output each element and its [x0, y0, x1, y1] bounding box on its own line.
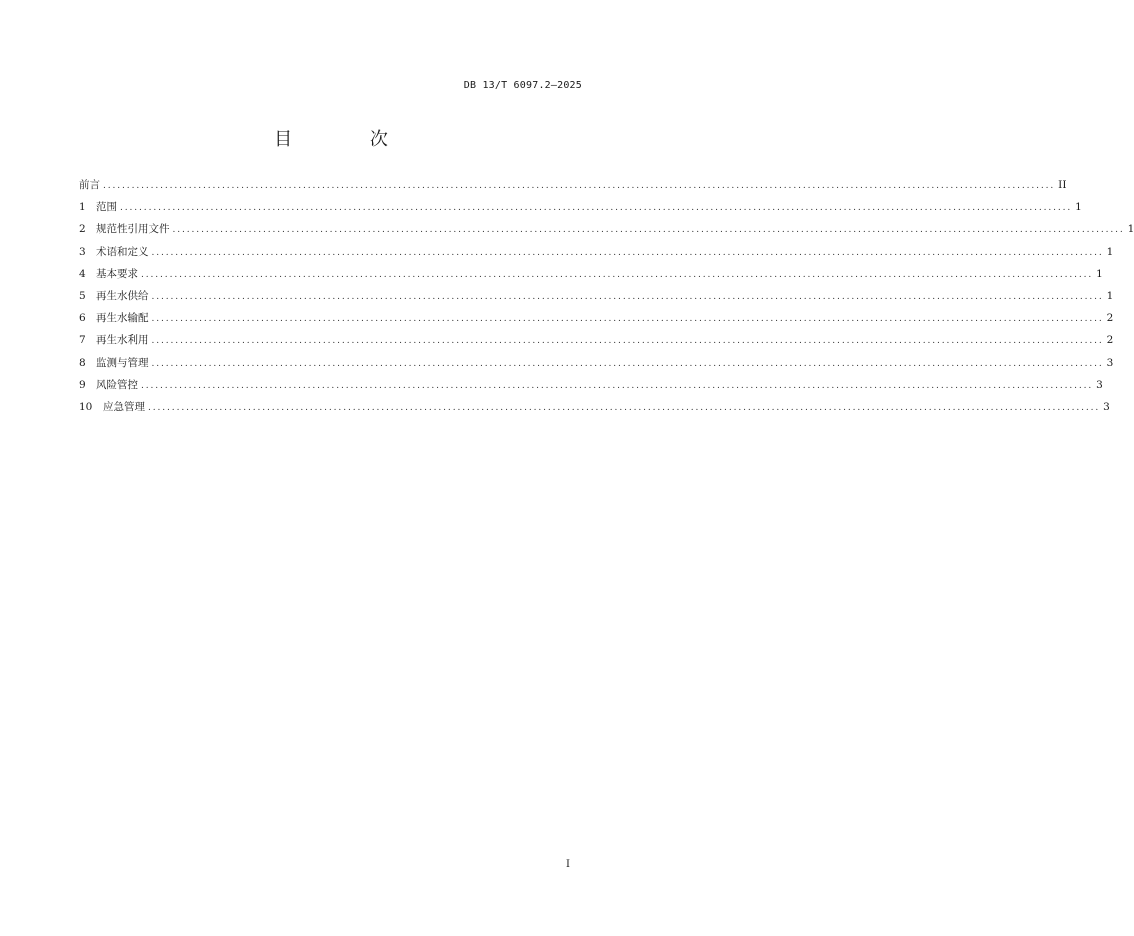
toc-entry-6[interactable] — [79, 309, 1114, 331]
toc-entry-label: 术语和定义 — [96, 245, 149, 258]
toc-entry-number: 8 — [79, 356, 86, 369]
toc-entry-label: 监测与管理 — [96, 356, 149, 369]
toc-entry-number: 3 — [79, 245, 86, 258]
toc-leader-dots: ........................................................................................................................................................................................................ — [151, 247, 1104, 258]
toc-entry-label: 再生水输配 — [96, 312, 149, 325]
toc-leader-dots: ........................................................................................................................................................................................................ — [151, 358, 1104, 369]
toc-entry-5[interactable] — [79, 287, 1114, 309]
toc-entry-page: 1 — [1106, 245, 1114, 258]
toc-entry-1[interactable] — [79, 198, 1082, 220]
toc-entry-page: 3 — [1103, 400, 1110, 413]
toc-entry-label: 再生水供给 — [96, 289, 149, 302]
toc-list — [79, 176, 1134, 420]
toc-entry-number: 6 — [79, 312, 86, 325]
toc-entry-number: 10 — [79, 400, 93, 413]
toc-leader-dots: ........................................................................................................................................................................................................ — [141, 380, 1094, 391]
toc-entry-number: 2 — [79, 223, 86, 236]
toc-entry-page: 2 — [1106, 334, 1114, 347]
toc-entry-10[interactable] — [79, 398, 1110, 420]
toc-entry-page: II — [1058, 179, 1067, 191]
toc-entry-label: 风险管控 — [96, 378, 138, 391]
toc-entry-label: 规范性引用文件 — [96, 223, 170, 236]
toc-entry-label: 应急管理 — [103, 400, 145, 413]
toc-entry-number: 7 — [79, 334, 86, 347]
toc-entry-number: 9 — [79, 378, 86, 391]
toc-entry-4[interactable] — [79, 265, 1103, 287]
toc-entry-page: 3 — [1096, 378, 1103, 391]
toc-leader-dots: ........................................................................................................................................................................................................ — [151, 314, 1104, 325]
document-code: DB 13/T 6097.2—2025 — [463, 80, 582, 91]
toc-leader-dots: ........................................................................................................................................................................................................ — [103, 181, 1056, 191]
toc-entry-number: 1 — [79, 201, 86, 214]
toc-entry-page: 2 — [1106, 312, 1114, 325]
toc-entry-label: 基本要求 — [96, 267, 138, 280]
toc-leader-dots: ........................................................................................................................................................................................................ — [120, 203, 1073, 214]
toc-entry-page: 3 — [1106, 356, 1114, 369]
toc-entry-label: 范围 — [96, 201, 117, 214]
toc-entry-page: 1 — [1106, 289, 1114, 302]
toc-entry-page: 1 — [1127, 223, 1134, 236]
toc-leader-dots: ........................................................................................................................................................................................................ — [151, 291, 1104, 302]
toc-entry-number: 4 — [79, 267, 86, 280]
toc-title: 目 次 — [274, 129, 424, 150]
toc-leader-dots: ........................................................................................................................................................................................................ — [141, 269, 1094, 280]
toc-entry-page: 1 — [1075, 201, 1082, 214]
toc-entry-label: 前言 — [79, 179, 100, 191]
page-number: I — [566, 859, 570, 870]
toc-entry-label: 再生水利用 — [96, 334, 149, 347]
toc-entry-number: 5 — [79, 289, 86, 302]
toc-entry-page: 1 — [1096, 267, 1103, 280]
toc-entry-9[interactable] — [79, 376, 1103, 398]
toc-entry-8[interactable] — [79, 354, 1114, 376]
toc-entry-foreword[interactable] — [79, 176, 1067, 198]
toc-entry-7[interactable] — [79, 331, 1114, 353]
toc-leader-dots: ........................................................................................................................................................................................................ — [151, 336, 1104, 347]
toc-leader-dots: ........................................................................................................................................................................................................ — [172, 225, 1125, 236]
toc-entry-3[interactable] — [79, 243, 1114, 265]
toc-leader-dots: ........................................................................................................................................................................................................ — [148, 402, 1101, 413]
toc-entry-2[interactable] — [79, 220, 1134, 242]
